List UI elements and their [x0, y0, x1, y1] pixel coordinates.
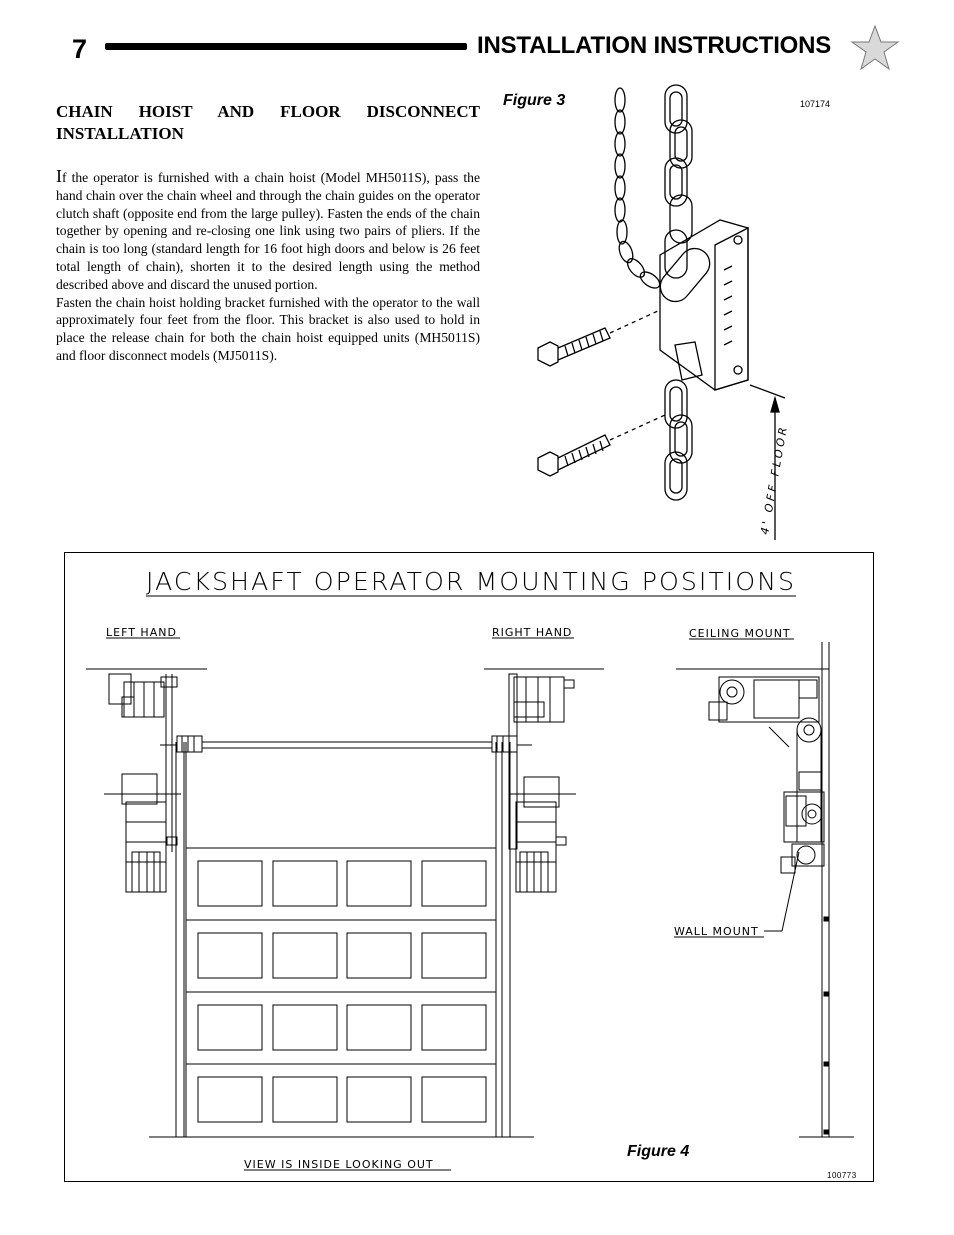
chain-bracket-illustration	[510, 80, 810, 550]
body-text	[56, 168, 480, 365]
page-title: INSTALLATION INSTRUCTIONS	[477, 32, 832, 59]
paragraph-bracket: Fasten the chain hoist holding bracket furnished with the operator to the wall approximately four feet from the floor. This bracket is also used to hold in place the release chain for both the chain hoist equipped units (MH5011S) and floor disconnect models (MJ5011S).	[56, 294, 480, 363]
right-hand-operator	[509, 674, 576, 892]
figure4-label: Figure 4	[627, 1143, 690, 1160]
view-note: VIEW IS INSIDE LOOKING OUT	[244, 1158, 434, 1171]
star-icon	[850, 24, 900, 72]
figure3-code: 107174	[800, 99, 831, 109]
ceiling-mount-label: CEILING MOUNT	[689, 627, 791, 640]
wall-mount-operator	[781, 772, 824, 873]
figure4-code: 100773	[827, 1171, 857, 1180]
right-hand-label: RIGHT HAND	[492, 626, 573, 639]
dropcap: I	[56, 166, 62, 186]
mounting-positions-drawing	[64, 552, 874, 1182]
hand-chain-left	[615, 88, 662, 291]
lag-screw-lower	[538, 415, 665, 476]
section-heading: CHAIN HOIST AND FLOOR DISCONNECT INSTALLATION	[56, 102, 480, 143]
height-dimension-label: 4' OFF FLOOR	[758, 423, 791, 536]
lag-screw-upper	[538, 310, 660, 366]
paragraph-chain-hoist: If the operator is furnished with a chain hoist (Model MH5011S), pass the hand chain over the chain wheel and through the chain guides on the operator clutch shaft (opposite end from the large pulley). Fasten the ends of the chain together by opening and re-closing one link using two pairs of pliers. If the chain is too long (standard length for 16 foot high doors and below is 26 feet total length of chain), shorten it to the desired length using the method described above and discard the unused portion.	[56, 166, 480, 292]
holding-bracket	[654, 220, 748, 390]
wall-mount-label: WALL MOUNT	[674, 925, 759, 938]
ceiling-mount-operator	[709, 677, 821, 842]
left-hand-operator	[104, 674, 181, 892]
header-rule	[105, 43, 467, 50]
left-hand-label: LEFT HAND	[106, 626, 177, 639]
page-number: 7	[72, 34, 88, 64]
release-chain	[665, 85, 692, 500]
garage-door	[186, 742, 496, 1137]
wall-markers	[824, 917, 828, 1134]
drawing-title: JACKSHAFT OPERATOR MOUNTING POSITIONS	[146, 567, 796, 596]
jackshaft	[160, 736, 532, 752]
figure3-label: Figure 3	[503, 92, 566, 109]
